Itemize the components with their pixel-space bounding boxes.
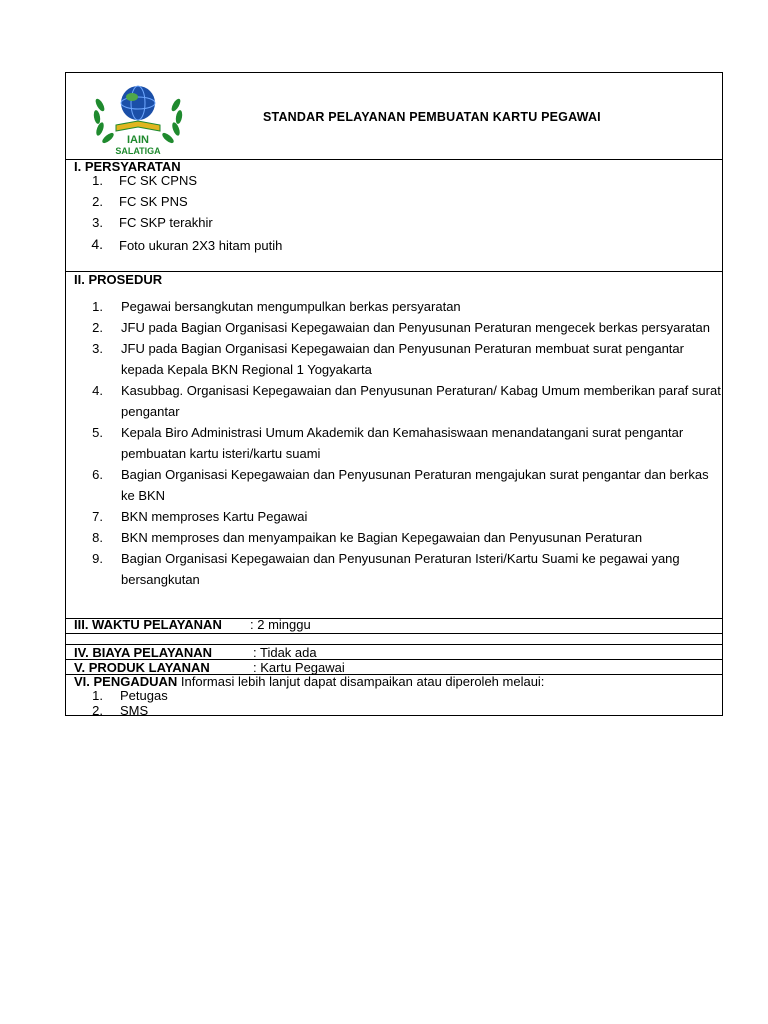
list-number: 4.: [91, 236, 103, 252]
section-heading-persyaratan: I. PERSYARATAN: [74, 159, 181, 174]
list-item: Foto ukuran 2X3 hitam putih: [119, 238, 283, 253]
list-item: FC SKP terakhir: [119, 215, 213, 230]
list-number: 8.: [92, 530, 103, 545]
produk-label: V. PRODUK LAYANAN: [74, 660, 210, 675]
list-number: 5.: [92, 425, 103, 440]
list-item: SMS: [120, 703, 149, 718]
list-item-line: Kasubbag. Organisasi Kepegawaian dan Penyusunan Peraturan/ Kabag Umum memberikan paraf surat: [121, 383, 721, 398]
service-standard-table: [65, 72, 723, 716]
list-item-line: pembuatan kartu isteri/kartu suami: [121, 446, 321, 461]
list-number: 1.: [92, 173, 103, 188]
list-number: 3.: [92, 341, 103, 356]
list-item-line: ke BKN: [121, 488, 166, 503]
list-item-line: Pegawai bersangkutan mengumpulkan berkas persyaratan: [121, 299, 461, 314]
list-number: 2.: [92, 194, 103, 209]
list-item-line: JFU pada Bagian Organisasi Kepegawaian dan Penyusunan Peraturan membuat surat pengantar: [121, 341, 684, 356]
list-item-line: BKN memproses dan menyampaikan ke Bagian Kepegawaian dan Penyusunan Peraturan: [121, 530, 643, 545]
list-number: 4.: [92, 383, 103, 398]
list-number: 1.: [92, 688, 103, 703]
list-item: FC SK PNS: [119, 194, 188, 209]
logo-text-iain: IAIN: [127, 134, 149, 146]
list-item: FC SK CPNS: [119, 173, 198, 188]
list-item-line: Kepala Biro Administrasi Umum Akademik dan Kemahasiswaan menandatangani surat pengantar: [121, 425, 684, 440]
list-item: Petugas: [120, 688, 168, 703]
divider: [66, 633, 722, 634]
iain-salatiga-logo: [88, 81, 188, 157]
list-item-line: Bagian Organisasi Kepegawaian dan Penyusunan Peraturan Isteri/Kartu Suami ke pegawai yang: [121, 551, 680, 566]
list-item-line: BKN memproses Kartu Pegawai: [121, 509, 308, 524]
list-number: 2.: [92, 703, 103, 718]
produk-value: : Kartu Pegawai: [253, 660, 345, 675]
list-number: 1.: [92, 299, 103, 314]
list-number: 7.: [92, 509, 103, 524]
document-title: STANDAR PELAYANAN PEMBUATAN KARTU PEGAWAI: [263, 110, 601, 124]
logo-text-salatiga: SALATIGA: [115, 146, 161, 156]
list-item-line: JFU pada Bagian Organisasi Kepegawaian dan Penyusunan Peraturan mengecek berkas persyaratan: [121, 320, 710, 335]
waktu-label: III. WAKTU PELAYANAN: [74, 617, 222, 632]
list-number: 9.: [92, 551, 103, 566]
divider: [66, 271, 722, 272]
list-number: 2.: [92, 320, 103, 335]
pengaduan-text: Informasi lebih lanjut dapat disampaikan atau diperoleh melaui:: [180, 674, 545, 689]
list-item-line: bersangkutan: [121, 572, 200, 587]
list-number: 6.: [92, 467, 103, 482]
waktu-value: : 2 minggu: [250, 617, 311, 632]
pengaduan-row: [74, 674, 544, 689]
list-item-line: kepada Kepala BKN Regional 1 Yogyakarta: [121, 362, 372, 377]
list-item-line: Bagian Organisasi Kepegawaian dan Penyusunan Peraturan mengajukan surat pengantar dan berkas: [121, 467, 709, 482]
list-number: 3.: [92, 215, 103, 230]
biaya-label: IV. BIAYA PELAYANAN: [74, 645, 213, 660]
list-item-line: pengantar: [121, 404, 180, 419]
biaya-value: : Tidak ada: [253, 645, 317, 660]
section-heading-prosedur: II. PROSEDUR: [74, 272, 163, 287]
pengaduan-label: VI. PENGADUAN: [74, 674, 178, 689]
